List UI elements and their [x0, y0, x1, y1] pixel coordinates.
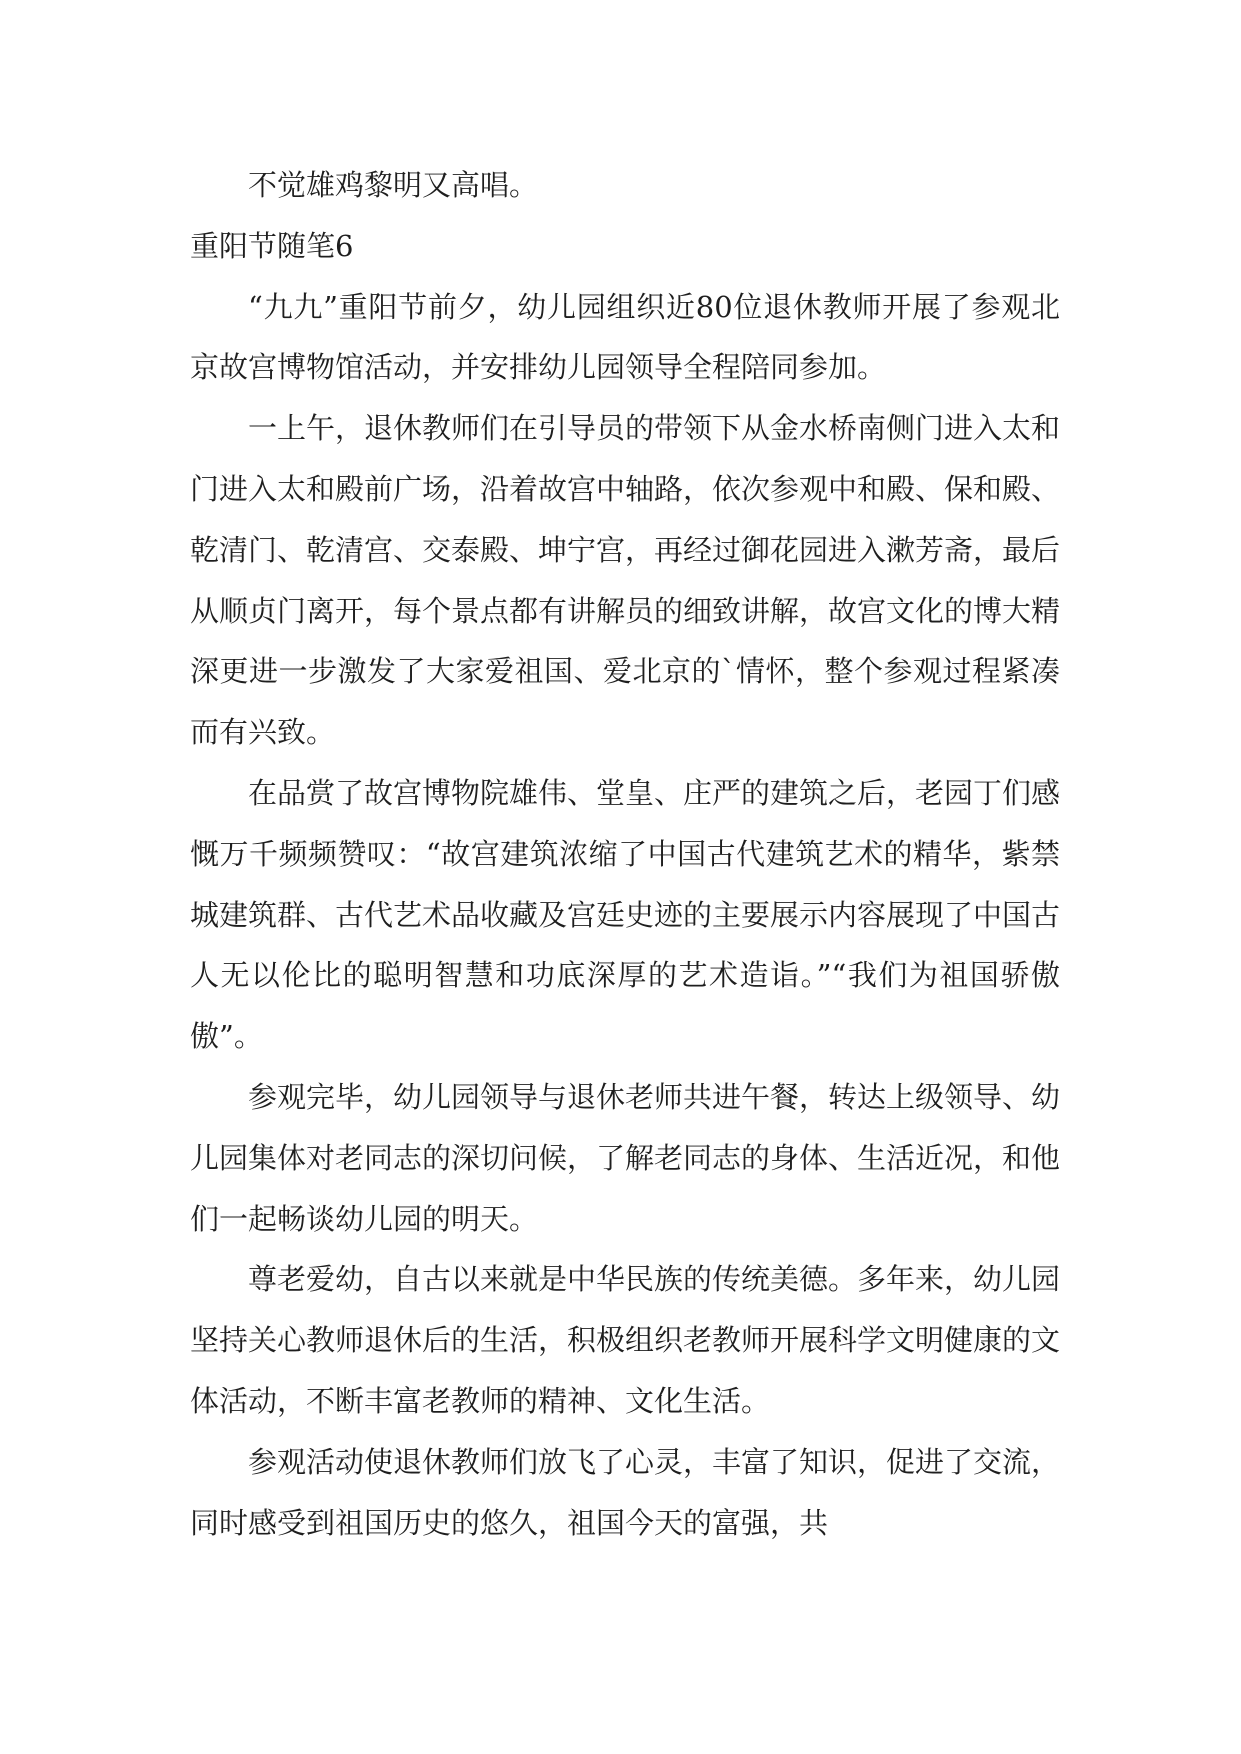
continuation-line: 不觉雄鸡黎明又高唱。 — [248, 168, 539, 202]
body-paragraph: 一上午，退休教师们在引导员的带领下从金水桥南侧门进入太和门进入太和殿前广场，沿着故宫中轴路，依次参观中和殿、保和殿、乾清门、乾清宫、交泰殿、坤宁宫，再经过御花园进入漱芳斋，最后从顺贞门离开，每个景点都有讲解员的细致讲解，故宫文化的博大精深更进一步激发了大家爱祖国、爱北京的`情怀，整个参观过程紧凑而有兴致。 — [190, 411, 1061, 750]
body-paragraph: 在品赏了故宫博物院雄伟、堂皇、庄严的建筑之后，老园丁们感慨万千频频赞叹：“故宫建筑浓缩了中国古代建筑艺术的精华，紫禁城建筑群、古代艺术品收藏及宫廷史迹的主要展示内容展现了中国古人无以伦比的聪明智慧和功底深厚的艺术造诣。”“我们为祖国骄傲傲”。 — [190, 775, 1061, 1054]
body-paragraph: “九九”重阳节前夕，幼儿园组织近80位退休教师开展了参观北京故宫博物馆活动，并安排幼儿园领导全程陪同参加。 — [190, 289, 1060, 385]
body-paragraph: 参观完毕，幼儿园领导与退休老师共进午餐，转达上级领导、幼儿园集体对老同志的深切问候，了解老同志的身体、生活近况，和他们一起畅谈幼儿园的明天。 — [190, 1079, 1061, 1236]
body-paragraph: 尊老爱幼，自古以来就是中华民族的传统美德。多年来，幼儿园坚持关心教师退休后的生活，积极组织老教师开展科学文明健康的文体活动，不断丰富老教师的精神、文化生活。 — [190, 1262, 1061, 1418]
section-heading: 重阳节随笔6 — [190, 228, 354, 263]
body-paragraph: 参观活动使退休教师们放飞了心灵，丰富了知识，促进了交流，同时感受到祖国历史的悠久，祖国今天的富强，共 — [190, 1444, 1061, 1540]
document-body — [190, 155, 1060, 1553]
